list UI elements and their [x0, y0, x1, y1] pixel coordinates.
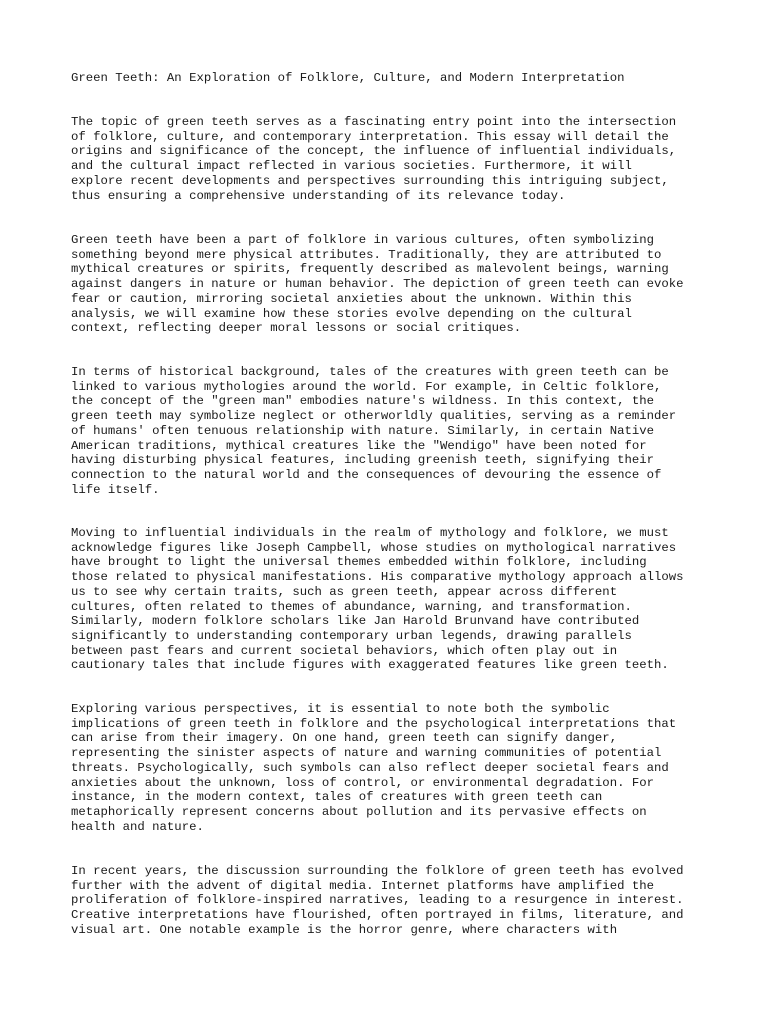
paragraph-recent-developments: In recent years, the discussion surrounding the folklore of green teeth has evolved further with the advent of digital media. Internet platforms have amplified the proliferation of folklore-inspired narratives, leading to a resurgence in interest. Creative interpretations have flourished, often portrayed in films, literature, and visual art. One notable example is the horror genre, where characters with: [71, 864, 684, 937]
paragraph-historical-background: In terms of historical background, tales of the creatures with green teeth can be linked to various mythologies around the world. For example, in Celtic folklore, the concept of the "green man" embodies nature's wildness. In this context, the green teeth may symbolize neglect or otherworldly qualities, serving as a reminder of humans' often tenuous relationship with nature. Similarly, in certain Native American traditions, mythical creatures like the "Wendigo" have been noted for having disturbing physical features, including greenish teeth, signifying their connection to the natural world and the consequences of devouring the essence of life itself.: [71, 365, 677, 497]
document-title: Green Teeth: An Exploration of Folklore, Culture, and Modern Interpretation: [71, 71, 625, 85]
paragraph-introduction: The topic of green teeth serves as a fascinating entry point into the intersection of folklore, culture, and contemporary interpretation. This essay will detail the origins and significance of the concept, the influence of influential individuals, and the cultural impact reflected in various societies. Furthermore, it will explore recent developments and perspectives surrounding this intriguing subject, thus ensuring a comprehensive understanding of its relevance today.: [71, 115, 677, 203]
paragraph-folklore-overview: Green teeth have been a part of folklore in various cultures, often symbolizing something beyond mere physical attributes. Traditionally, they are attributed to mythical creatures or spirits, frequently described as malevolent beings, warning against dangers in nature or human behavior. The depiction of green teeth can evoke fear or caution, mirroring societal anxieties about the unknown. Within this analysis, we will examine how these stories evolve depending on the cultural context, reflecting deeper moral lessons or social critiques.: [71, 233, 684, 336]
paragraph-perspectives: Exploring various perspectives, it is essential to note both the symbolic implications of green teeth in folklore and the psychological interpretations that can arise from their imagery. On one hand, green teeth can signify danger, representing the sinister aspects of nature and warning communities of potential threats. Psychologically, such symbols can also reflect deeper societal fears and anxieties about the unknown, loss of control, or environmental degradation. For instance, in the modern context, tales of creatures with green teeth can metaphorically represent concerns about pollution and its pervasive effects on health and nature.: [71, 702, 677, 834]
paragraph-influential-individuals: Moving to influential individuals in the realm of mythology and folklore, we must acknowledge figures like Joseph Campbell, whose studies on mythological narratives have brought to light the universal themes embedded within folklore, including those related to physical manifestations. His comparative mythology approach allows us to see why certain traits, such as green teeth, appear across different cultures, often related to themes of abundance, warning, and transformation. Similarly, modern folklore scholars like Jan Harold Brunvand have contributed significantly to understanding contemporary urban legends, drawing parallels between past fears and current societal behaviors, which often play out in cautionary tales that include figures with exaggerated features like green teeth.: [71, 526, 684, 673]
